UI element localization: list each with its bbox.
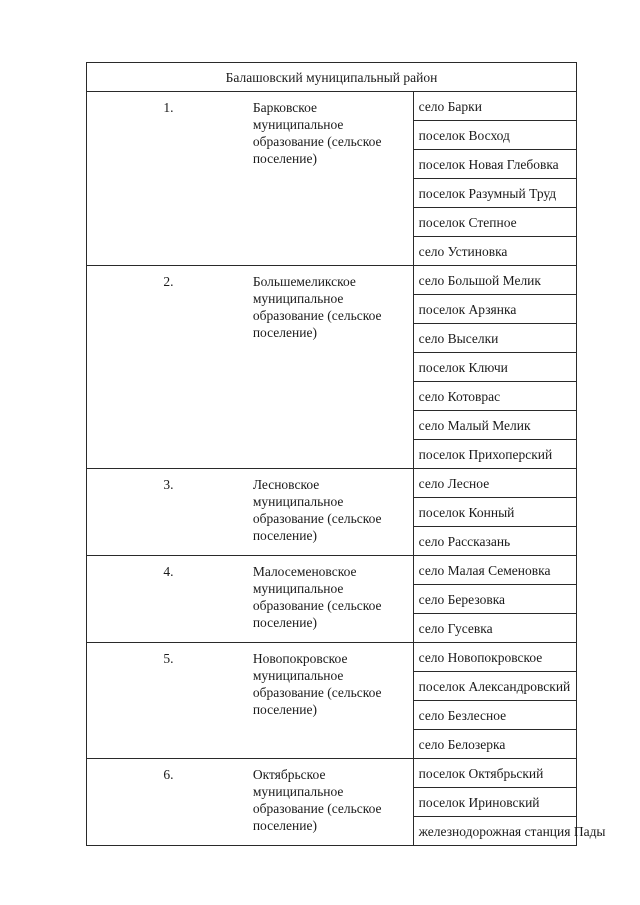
locality-cell: поселок Ключи (413, 353, 576, 382)
table-row (87, 266, 577, 295)
group-number: 1. (87, 92, 250, 266)
header-row (87, 63, 577, 92)
locality-cell: село Березовка (413, 585, 576, 614)
locality-cell: село Рассказань (413, 527, 576, 556)
table-row (87, 643, 577, 672)
locality-cell: село Безлесное (413, 701, 576, 730)
locality-cell: село Устиновка (413, 237, 576, 266)
municipality-name: Октябрьское муниципальное образование (сельское поселение) (250, 759, 413, 846)
district-title: Балашовский муниципальный район (87, 63, 577, 92)
locality-cell: село Белозерка (413, 730, 576, 759)
group-number: 5. (87, 643, 250, 759)
municipality-name: Барковское муниципальное образование (сельское поселение) (250, 92, 413, 266)
locality-cell: село Гусевка (413, 614, 576, 643)
group-number: 4. (87, 556, 250, 643)
table-row (87, 759, 577, 788)
locality-cell: село Выселки (413, 324, 576, 353)
locality-cell: село Малый Мелик (413, 411, 576, 440)
locality-cell: поселок Новая Глебовка (413, 150, 576, 179)
locality-cell: село Лесное (413, 469, 576, 498)
locality-cell: село Барки (413, 92, 576, 121)
locality-cell: село Малая Семеновка (413, 556, 576, 585)
municipality-name: Лесновское муниципальное образование (сельское поселение) (250, 469, 413, 556)
locality-cell: поселок Александровский (413, 672, 576, 701)
table-body (87, 63, 606, 846)
group-number: 3. (87, 469, 250, 556)
locality-cell: село Новопокровское (413, 643, 576, 672)
locality-cell: поселок Восход (413, 121, 576, 150)
table-row (87, 92, 577, 121)
table-row (87, 469, 577, 498)
locality-cell: поселок Степное (413, 208, 576, 237)
locality-cell: поселок Октябрьский (413, 759, 576, 788)
locality-cell: поселок Прихоперский (413, 440, 576, 469)
locality-cell: поселок Арзянка (413, 295, 576, 324)
locality-cell: поселок Разумный Труд (413, 179, 576, 208)
municipality-table (86, 62, 606, 846)
group-number: 6. (87, 759, 250, 846)
locality-cell: село Котоврас (413, 382, 576, 411)
municipality-name: Новопокровское муниципальное образование (сельское поселение) (250, 643, 413, 759)
locality-cell: железнодорожная станция Пады (413, 817, 576, 846)
locality-cell: поселок Ириновский (413, 788, 576, 817)
group-number: 2. (87, 266, 250, 469)
locality-cell: село Большой Мелик (413, 266, 576, 295)
municipality-name: Малосеменовское муниципальное образование (сельское поселение) (250, 556, 413, 643)
locality-cell: поселок Конный (413, 498, 576, 527)
municipality-name: Большемеликское муниципальное образование (сельское поселение) (250, 266, 413, 469)
table-row (87, 556, 577, 585)
